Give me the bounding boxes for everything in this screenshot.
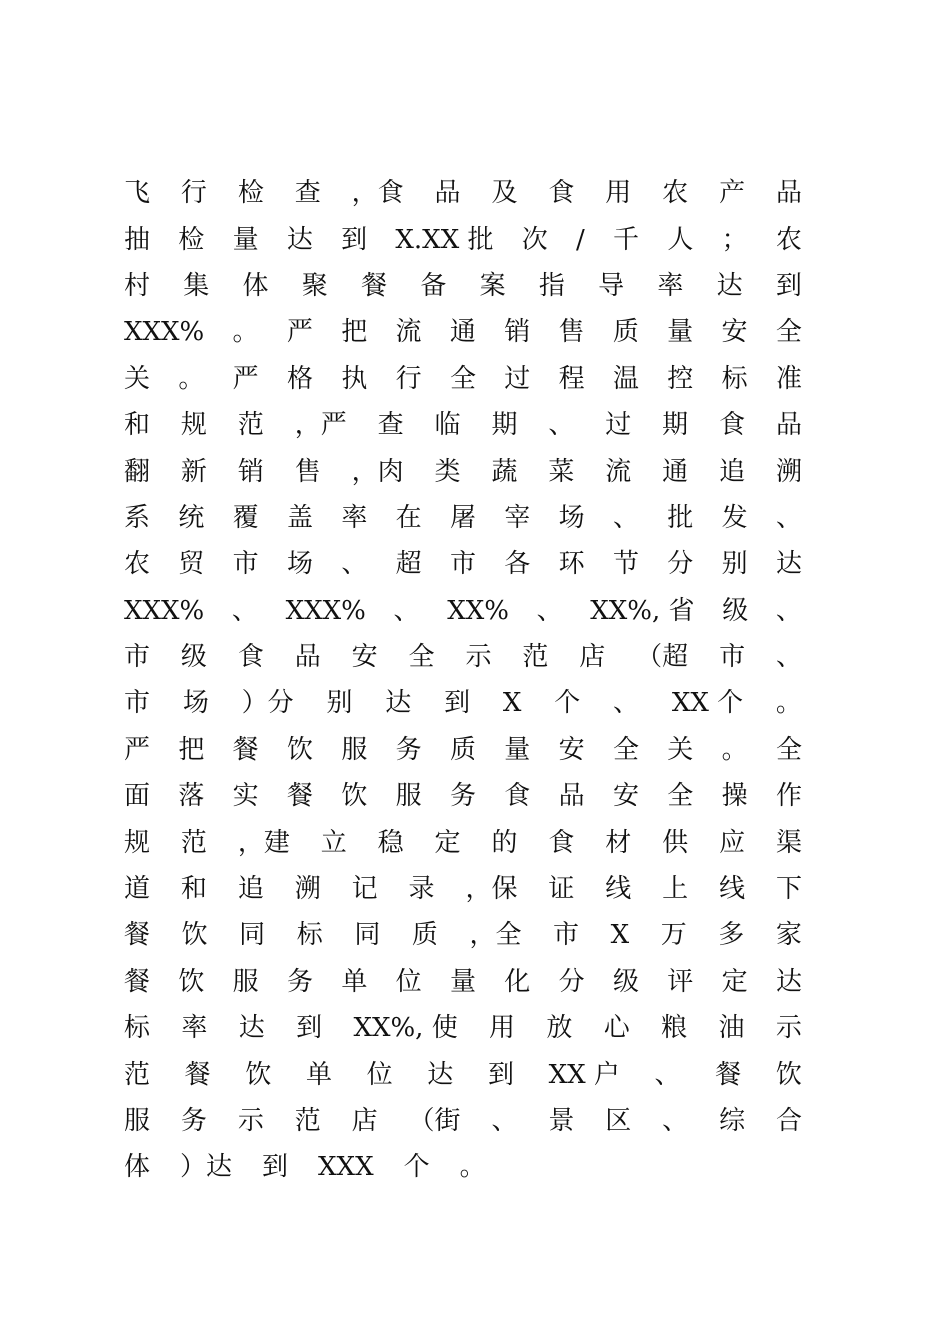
- text-token: 渠: [775, 827, 802, 858]
- text-token: 行: [395, 363, 422, 394]
- text-token: 多: [718, 920, 745, 951]
- text-token: 市: [553, 920, 580, 951]
- text-token: XX 个: [671, 688, 744, 719]
- text-token: 超: [395, 549, 422, 580]
- text-token: 统: [178, 502, 205, 533]
- text-token: 级: [722, 595, 749, 626]
- text-line: [124, 541, 802, 587]
- text-token: 服: [395, 781, 422, 812]
- text-token: 次: [521, 224, 548, 255]
- text-token: 。: [459, 1152, 486, 1183]
- text-token: 屠: [449, 502, 476, 533]
- text-token: 量: [232, 224, 259, 255]
- text-token: 、: [612, 502, 639, 533]
- text-token: 店: [579, 642, 606, 673]
- text-token: 示: [465, 642, 492, 673]
- text-token: 同: [354, 920, 381, 951]
- text-token: 级: [180, 642, 207, 673]
- text-line: [124, 866, 802, 912]
- text-token: 饮: [341, 781, 368, 812]
- text-token: 控: [667, 363, 694, 394]
- text-token: 把: [178, 734, 205, 765]
- text-token: 记: [351, 874, 378, 905]
- text-token: 下: [775, 874, 802, 905]
- text-token: 蔬: [491, 456, 518, 487]
- text-token: 务: [180, 1106, 207, 1136]
- text-token: 餐: [124, 966, 151, 997]
- text-token: 个: [403, 1152, 430, 1183]
- text-token: X: [610, 920, 630, 951]
- text-token: 村: [124, 270, 151, 301]
- text-token: 线: [719, 874, 746, 905]
- text-token: 达: [775, 966, 802, 997]
- text-token: 粮: [661, 1013, 688, 1044]
- text-token: 、: [231, 595, 258, 626]
- text-token: 范: [237, 410, 264, 441]
- text-token: 综: [719, 1106, 746, 1136]
- text-token: 、: [536, 595, 563, 626]
- text-token: 率: [657, 270, 684, 301]
- text-token: 人: [667, 224, 694, 255]
- text-token: 、: [775, 502, 802, 533]
- text-token: X: [502, 688, 522, 719]
- text-token: 服: [341, 734, 368, 765]
- text-token: 范: [522, 642, 549, 673]
- text-token: 定: [434, 827, 461, 858]
- text-token: 农: [124, 549, 151, 580]
- text-token: ，建: [237, 827, 290, 858]
- text-token: 单: [305, 1059, 332, 1090]
- text-token: 市: [449, 549, 476, 580]
- text-token: 安: [612, 781, 639, 812]
- text-token: 全: [775, 734, 802, 765]
- text-token: 程: [558, 363, 585, 394]
- text-token: 饮: [286, 734, 313, 765]
- text-token: 规: [124, 827, 151, 858]
- text-token: 关: [124, 363, 151, 394]
- text-token: ）分: [241, 688, 294, 719]
- text-line: [124, 216, 802, 262]
- text-token: 到: [296, 1013, 323, 1044]
- body-text: [124, 170, 802, 1191]
- text-token: 格: [286, 363, 313, 394]
- text-token: 达: [427, 1059, 454, 1090]
- text-token: 到: [775, 270, 802, 301]
- text-token: 场: [182, 688, 209, 719]
- text-token: 体: [242, 270, 269, 301]
- text-token: 市: [232, 549, 259, 580]
- text-token: 食: [719, 410, 746, 441]
- text-token: 、: [662, 1106, 689, 1136]
- text-line: [124, 309, 802, 355]
- text-token: 供: [662, 827, 689, 858]
- text-token: XX%, 使: [353, 1013, 458, 1044]
- text-token: 务: [286, 966, 313, 997]
- text-line: [124, 1098, 802, 1144]
- text-token: 翻: [124, 456, 151, 487]
- text-token: 实: [232, 781, 259, 812]
- text-token: 。: [721, 734, 748, 765]
- text-token: 环: [558, 549, 585, 580]
- text-token: 查: [294, 178, 321, 209]
- text-token: 新: [180, 456, 207, 487]
- text-token: 流: [395, 317, 422, 348]
- text-token: XX%: [447, 595, 509, 626]
- text-token: 个: [554, 688, 581, 719]
- text-token: XXX%: [124, 595, 205, 626]
- text-token: 达: [385, 688, 412, 719]
- text-token: 到: [487, 1059, 514, 1090]
- text-token: 过: [504, 363, 531, 394]
- text-token: 线: [605, 874, 632, 905]
- text-token: 溯: [294, 874, 321, 905]
- text-token: ，食: [351, 178, 404, 209]
- text-token: 品: [294, 642, 321, 673]
- text-token: 达: [286, 224, 313, 255]
- text-token: 到: [262, 1152, 289, 1183]
- text-token: 检: [178, 224, 205, 255]
- text-token: 导: [598, 270, 625, 301]
- text-token: 通: [662, 456, 689, 487]
- text-token: 产: [719, 178, 746, 209]
- text-token: 检: [237, 178, 264, 209]
- text-token: 区: [605, 1106, 632, 1136]
- text-token: 严: [232, 363, 259, 394]
- text-token: 立: [320, 827, 347, 858]
- text-token: 的: [491, 827, 518, 858]
- text-line: [124, 263, 802, 309]
- text-token: 饮: [178, 966, 205, 997]
- text-line: [124, 634, 802, 680]
- text-token: 菜: [548, 456, 575, 487]
- text-token: 万: [660, 920, 687, 951]
- text-line: [124, 448, 802, 494]
- text-token: 溯: [775, 456, 802, 487]
- text-token: 餐: [715, 1059, 742, 1090]
- text-line: [124, 727, 802, 773]
- text-token: 品: [558, 781, 585, 812]
- text-token: XXX%: [285, 595, 366, 626]
- text-token: 严: [286, 317, 313, 348]
- text-token: XXX%: [124, 317, 205, 348]
- text-token: 合: [775, 1106, 802, 1136]
- text-line: [124, 680, 802, 726]
- text-line: [124, 1005, 802, 1051]
- text-token: 和: [180, 874, 207, 905]
- text-token: 食: [548, 178, 575, 209]
- text-token: 抽: [124, 224, 151, 255]
- text-line: [124, 170, 802, 216]
- text-token: 农: [775, 224, 802, 255]
- text-token: 景: [548, 1106, 575, 1136]
- text-token: 执: [341, 363, 368, 394]
- text-token: 上: [662, 874, 689, 905]
- text-token: ，全: [469, 920, 522, 951]
- text-token: 饮: [245, 1059, 272, 1090]
- text-token: 把: [341, 317, 368, 348]
- text-token: 严: [124, 734, 151, 765]
- text-token: 农: [662, 178, 689, 209]
- text-token: 作: [775, 781, 802, 812]
- text-token: 各: [504, 549, 531, 580]
- text-token: 追: [237, 874, 264, 905]
- text-token: ）达: [180, 1152, 233, 1183]
- text-token: 品: [775, 178, 802, 209]
- text-token: 过: [605, 410, 632, 441]
- text-token: XXX: [318, 1152, 374, 1183]
- text-token: 宰: [504, 502, 531, 533]
- text-token: 贸: [178, 549, 205, 580]
- text-token: 证: [548, 874, 575, 905]
- text-token: 用: [605, 178, 632, 209]
- text-token: 范: [124, 1059, 151, 1090]
- text-token: 食: [504, 781, 531, 812]
- text-token: 用: [489, 1013, 516, 1044]
- text-line: [124, 773, 802, 819]
- text-token: 体: [124, 1152, 151, 1183]
- text-token: 销: [504, 317, 531, 348]
- text-token: 、: [548, 410, 575, 441]
- text-token: 分: [558, 966, 585, 997]
- text-token: 。: [178, 363, 205, 394]
- text-token: 率: [181, 1013, 208, 1044]
- text-token: 关: [667, 734, 694, 765]
- text-token: 售: [558, 317, 585, 348]
- text-token: 道: [124, 874, 151, 905]
- text-token: 查: [377, 410, 404, 441]
- text-token: 店: [351, 1106, 378, 1136]
- text-token: 评: [667, 966, 694, 997]
- text-token: ，保: [465, 874, 518, 905]
- text-token: 稳: [377, 827, 404, 858]
- text-line: [124, 402, 802, 448]
- text-token: 质: [449, 734, 476, 765]
- text-token: 盖: [286, 502, 313, 533]
- text-token: 全: [667, 781, 694, 812]
- text-token: X.XX 批: [395, 224, 494, 255]
- text-line: [124, 588, 802, 634]
- text-token: 油: [718, 1013, 745, 1044]
- text-token: 标: [296, 920, 323, 951]
- text-token: 定: [721, 966, 748, 997]
- text-token: 范: [294, 1106, 321, 1136]
- text-token: 千: [613, 224, 640, 255]
- text-token: 全: [449, 363, 476, 394]
- text-token: 、: [341, 549, 368, 580]
- text-token: 家: [775, 920, 802, 951]
- text-token: 安: [721, 317, 748, 348]
- text-token: 单: [341, 966, 368, 997]
- text-token: 化: [504, 966, 531, 997]
- text-token: 类: [434, 456, 461, 487]
- text-token: 落: [178, 781, 205, 812]
- text-token: ，肉: [351, 456, 404, 487]
- text-token: 场: [286, 549, 313, 580]
- text-token: 飞: [124, 178, 151, 209]
- text-token: 餐: [232, 734, 259, 765]
- text-token: 质: [411, 920, 438, 951]
- text-token: 指: [538, 270, 565, 301]
- text-token: 品: [775, 410, 802, 441]
- text-token: 安: [351, 642, 378, 673]
- text-token: 全: [408, 642, 435, 673]
- text-token: 流: [605, 456, 632, 487]
- text-token: 备: [420, 270, 447, 301]
- text-token: 规: [180, 410, 207, 441]
- text-token: 标: [124, 1013, 151, 1044]
- text-token: 食: [548, 827, 575, 858]
- text-token: 饮: [775, 1059, 802, 1090]
- text-line: [124, 819, 802, 865]
- text-token: 集: [183, 270, 210, 301]
- text-token: 准: [775, 363, 802, 394]
- text-token: 、: [654, 1059, 681, 1090]
- text-token: 心: [603, 1013, 630, 1044]
- text-token: 标: [721, 363, 748, 394]
- text-token: 安: [558, 734, 585, 765]
- text-token: 市: [124, 642, 151, 673]
- text-token: 位: [366, 1059, 393, 1090]
- text-token: 餐: [286, 781, 313, 812]
- text-token: 操: [721, 781, 748, 812]
- text-token: 品: [434, 178, 461, 209]
- text-token: 示: [237, 1106, 264, 1136]
- text-token: 务: [395, 734, 422, 765]
- text-token: 、: [491, 1106, 518, 1136]
- text-token: 服: [232, 966, 259, 997]
- text-token: 期: [662, 410, 689, 441]
- text-token: 到: [444, 688, 471, 719]
- text-token: 全: [775, 317, 802, 348]
- text-token: 餐: [184, 1059, 211, 1090]
- text-token: 、: [775, 595, 802, 626]
- text-token: 、: [613, 688, 640, 719]
- text-token: 市: [719, 642, 746, 673]
- text-token: 行: [180, 178, 207, 209]
- text-token: 放: [546, 1013, 573, 1044]
- text-token: 服: [124, 1106, 151, 1136]
- text-token: 追: [719, 456, 746, 487]
- text-token: 系: [124, 502, 151, 533]
- text-token: （街: [408, 1106, 461, 1136]
- text-token: 温: [612, 363, 639, 394]
- text-token: 期: [491, 410, 518, 441]
- text-token: 务: [449, 781, 476, 812]
- text-token: 同: [239, 920, 266, 951]
- text-token: 餐: [361, 270, 388, 301]
- text-token: /: [576, 224, 585, 255]
- text-token: 材: [605, 827, 632, 858]
- text-token: 质: [612, 317, 639, 348]
- text-token: 和: [124, 410, 151, 441]
- text-token: 面: [124, 781, 151, 812]
- text-token: 应: [719, 827, 746, 858]
- text-token: 覆: [232, 502, 259, 533]
- text-token: XX%, 省: [590, 595, 695, 626]
- text-token: 及: [491, 178, 518, 209]
- text-token: 达: [716, 270, 743, 301]
- text-token: ；: [721, 224, 748, 255]
- text-token: 别: [326, 688, 353, 719]
- text-token: 食: [237, 642, 264, 673]
- text-token: （超: [636, 642, 689, 673]
- text-token: 聚: [301, 270, 328, 301]
- text-line: [124, 1144, 802, 1190]
- text-token: 量: [449, 966, 476, 997]
- text-token: 节: [612, 549, 639, 580]
- text-token: 临: [434, 410, 461, 441]
- text-token: 饮: [181, 920, 208, 951]
- text-token: ，严: [294, 410, 347, 441]
- text-token: 、: [393, 595, 420, 626]
- text-line: [124, 356, 802, 402]
- text-token: 达: [775, 549, 802, 580]
- text-line: [124, 1051, 802, 1097]
- text-token: 到: [341, 224, 368, 255]
- text-token: 范: [180, 827, 207, 858]
- text-token: 位: [395, 966, 422, 997]
- text-token: 示: [775, 1013, 802, 1044]
- text-token: 售: [294, 456, 321, 487]
- text-token: 全: [612, 734, 639, 765]
- text-token: 餐: [124, 920, 151, 951]
- text-token: 场: [558, 502, 585, 533]
- text-token: 在: [395, 502, 422, 533]
- text-token: 。: [232, 317, 259, 348]
- text-token: XX 户: [548, 1059, 620, 1090]
- text-token: 量: [504, 734, 531, 765]
- text-token: 通: [449, 317, 476, 348]
- text-token: 录: [408, 874, 435, 905]
- text-token: 达: [238, 1013, 265, 1044]
- text-token: 率: [341, 502, 368, 533]
- text-line: [124, 912, 802, 958]
- text-token: 量: [667, 317, 694, 348]
- text-token: 批: [667, 502, 694, 533]
- text-token: 级: [612, 966, 639, 997]
- text-token: 别: [721, 549, 748, 580]
- text-token: 分: [667, 549, 694, 580]
- text-line: [124, 959, 802, 1005]
- text-token: 。: [775, 688, 802, 719]
- text-token: 案: [479, 270, 506, 301]
- text-token: 、: [775, 642, 802, 673]
- text-line: [124, 495, 802, 541]
- text-token: 销: [237, 456, 264, 487]
- text-token: 发: [721, 502, 748, 533]
- text-token: 市: [124, 688, 151, 719]
